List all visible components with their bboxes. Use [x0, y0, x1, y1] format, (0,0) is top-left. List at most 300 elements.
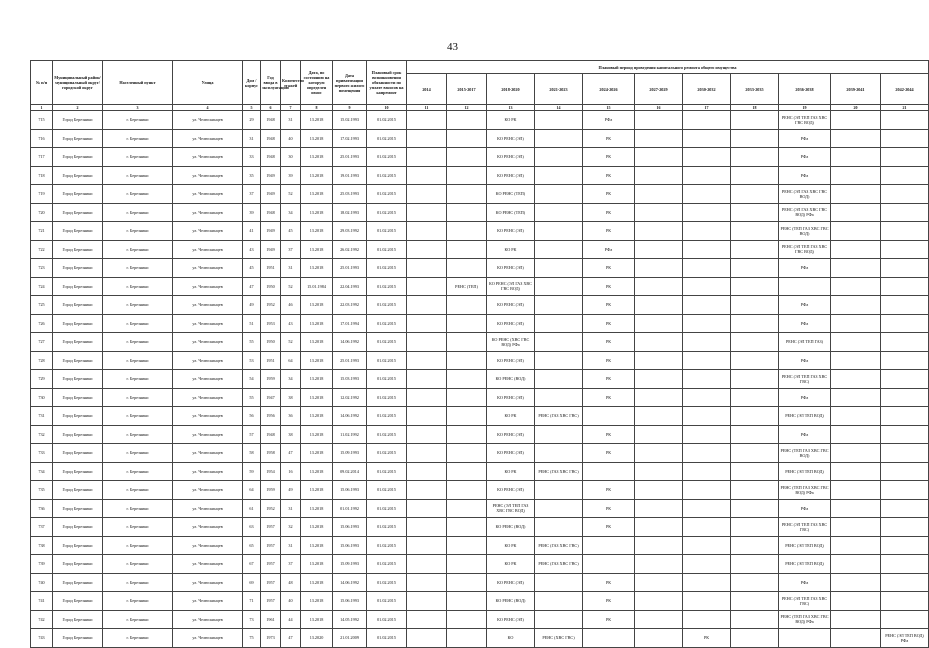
cell-period	[535, 425, 583, 444]
cell-period	[731, 592, 779, 611]
cell-street: ул. Челюскинцев	[173, 536, 243, 555]
cell-period: РЕНС (ЭЛ ТЕП ГАЗ ХВС ГВС)	[779, 592, 831, 611]
cell-year: 1957	[261, 536, 281, 555]
cell-payment-deadline: 01.02.2015	[367, 351, 407, 370]
cell-municipality: Город Березники	[53, 573, 103, 592]
cell-period: КО РК	[487, 111, 535, 130]
cell-house: 55	[243, 333, 261, 352]
cell-privatization-date: 22.04.1993	[333, 277, 367, 296]
cell-payment-deadline: 01.02.2015	[367, 481, 407, 500]
cell-period	[683, 240, 731, 259]
cell-period: РЕНС (ТЕП ГАЗ ХВС ГВС ВОД) РФа	[779, 481, 831, 500]
cell-period	[683, 277, 731, 296]
cell-period	[407, 129, 447, 148]
cell-period	[407, 629, 447, 648]
cell-period	[731, 629, 779, 648]
cell-period	[683, 314, 731, 333]
cell-period: КО РЕНС (ЭЛ)	[487, 259, 535, 278]
cell-municipality: Город Березники	[53, 333, 103, 352]
cell-privatization-date: 17.01.1994	[333, 314, 367, 333]
cell-settlement: г. Березники	[103, 462, 173, 481]
cell-privatization-date: 15.06.1993	[333, 518, 367, 537]
cell-period	[635, 222, 683, 241]
col-street-header: Улица	[173, 61, 243, 105]
cell-state-date: 13.2018	[301, 407, 333, 426]
cell-row-number: 743	[31, 629, 53, 648]
cell-period: РЕНС (ЭЛ ГАЗ ХВС ГВС ВОД)	[779, 185, 831, 204]
cell-row-number: 722	[31, 240, 53, 259]
column-number: 14	[535, 105, 583, 111]
cell-street: ул. Челюскинцев	[173, 573, 243, 592]
cell-floors: 30	[281, 148, 301, 167]
cell-house: 39	[243, 203, 261, 222]
cell-period	[831, 536, 881, 555]
cell-period: КО РЕНС (ЭЛ)	[487, 481, 535, 500]
cell-period	[447, 240, 487, 259]
cell-period	[683, 259, 731, 278]
cell-period: РФа	[779, 259, 831, 278]
cell-settlement: г. Березники	[103, 592, 173, 611]
cell-street: ул. Челюскинцев	[173, 425, 243, 444]
period-header: 2027-2029	[635, 74, 683, 105]
cell-privatization-date: 15.09.1993	[333, 444, 367, 463]
cell-period	[635, 518, 683, 537]
table-row	[31, 185, 929, 204]
cell-house: 37	[243, 185, 261, 204]
cell-period	[535, 148, 583, 167]
cell-payment-deadline: 01.02.2015	[367, 444, 407, 463]
cell-period	[407, 462, 447, 481]
cell-period	[831, 592, 881, 611]
repair-schedule-table	[30, 60, 929, 648]
cell-row-number: 738	[31, 536, 53, 555]
cell-state-date: 13.2018	[301, 536, 333, 555]
cell-period	[535, 185, 583, 204]
cell-floors: 34	[281, 370, 301, 389]
cell-municipality: Город Березники	[53, 536, 103, 555]
cell-period	[635, 277, 683, 296]
cell-period	[635, 481, 683, 500]
cell-period: РК	[583, 203, 635, 222]
table-row	[31, 240, 929, 259]
cell-period	[635, 111, 683, 130]
cell-privatization-date: 12.02.1992	[333, 388, 367, 407]
cell-period	[447, 314, 487, 333]
cell-period	[635, 314, 683, 333]
cell-house: 58	[243, 444, 261, 463]
cell-year: 1952	[261, 499, 281, 518]
cell-period: РФа	[779, 573, 831, 592]
cell-municipality: Город Березники	[53, 481, 103, 500]
cell-floors: 40	[281, 592, 301, 611]
cell-period	[535, 573, 583, 592]
cell-period	[535, 222, 583, 241]
cell-period	[831, 499, 881, 518]
column-number: 16	[635, 105, 683, 111]
cell-period	[535, 610, 583, 629]
cell-settlement: г. Березники	[103, 444, 173, 463]
cell-period	[447, 166, 487, 185]
cell-period	[447, 333, 487, 352]
cell-settlement: г. Березники	[103, 314, 173, 333]
cell-state-date: 13.2018	[301, 481, 333, 500]
cell-period	[407, 222, 447, 241]
cell-municipality: Город Березники	[53, 518, 103, 537]
cell-period	[731, 425, 779, 444]
cell-period	[731, 462, 779, 481]
cell-payment-deadline: 01.02.2015	[367, 296, 407, 315]
cell-period: КО РЕНС (ЭЛ)	[487, 573, 535, 592]
cell-settlement: г. Березники	[103, 407, 173, 426]
cell-row-number: 734	[31, 462, 53, 481]
cell-period	[447, 185, 487, 204]
cell-street: ул. Челюскинцев	[173, 296, 243, 315]
cell-settlement: г. Березники	[103, 425, 173, 444]
cell-period	[635, 166, 683, 185]
cell-municipality: Город Березники	[53, 462, 103, 481]
cell-year: 1957	[261, 592, 281, 611]
column-number: 8	[301, 105, 333, 111]
cell-floors: 44	[281, 610, 301, 629]
col-year-header: Год ввода в эксплуатацию	[261, 61, 281, 105]
cell-period	[731, 111, 779, 130]
cell-state-date: 13.2018	[301, 222, 333, 241]
cell-period: РЕНС (ГАЗ ХВС ГВС)	[535, 462, 583, 481]
column-number: 21	[881, 105, 929, 111]
cell-period: РК	[583, 592, 635, 611]
cell-period	[535, 203, 583, 222]
cell-year: 1973	[261, 629, 281, 648]
cell-period: КО РЕНС (ЭЛ)	[487, 388, 535, 407]
cell-street: ул. Челюскинцев	[173, 240, 243, 259]
cell-period	[535, 370, 583, 389]
cell-period	[407, 407, 447, 426]
cell-street: ул. Челюскинцев	[173, 222, 243, 241]
cell-floors: 47	[281, 444, 301, 463]
cell-period	[831, 277, 881, 296]
cell-period	[535, 166, 583, 185]
cell-period	[831, 203, 881, 222]
period-header: 2033-2035	[731, 74, 779, 105]
cell-payment-deadline: 01.02.2015	[367, 518, 407, 537]
cell-house: 69	[243, 573, 261, 592]
cell-privatization-date: 19.01.1993	[333, 166, 367, 185]
cell-period	[683, 462, 731, 481]
cell-row-number: 730	[31, 388, 53, 407]
cell-period	[407, 203, 447, 222]
col-floors-header: Количество этажей	[281, 61, 301, 105]
period-header: 2014	[407, 74, 447, 105]
cell-house: 56	[243, 407, 261, 426]
cell-period: РК	[583, 296, 635, 315]
cell-payment-deadline: 01.02.2015	[367, 407, 407, 426]
cell-year: 1957	[261, 573, 281, 592]
cell-period	[881, 259, 929, 278]
cell-settlement: г. Березники	[103, 277, 173, 296]
cell-settlement: г. Березники	[103, 185, 173, 204]
cell-municipality: Город Березники	[53, 388, 103, 407]
cell-municipality: Город Березники	[53, 222, 103, 241]
cell-payment-deadline: 01.02.2015	[367, 203, 407, 222]
cell-period	[447, 481, 487, 500]
period-header: 2039-2041	[831, 74, 881, 105]
cell-state-date: 13.2018	[301, 111, 333, 130]
cell-state-date: 13.2018	[301, 388, 333, 407]
cell-period	[831, 148, 881, 167]
cell-row-number: 728	[31, 351, 53, 370]
cell-period	[731, 203, 779, 222]
cell-period	[407, 499, 447, 518]
cell-state-date: 13.2018	[301, 555, 333, 574]
cell-period	[535, 129, 583, 148]
periods-title-header: Плановый период проведения капитального ремонта общего имущества	[407, 61, 929, 74]
cell-period: РК	[583, 370, 635, 389]
cell-period	[881, 185, 929, 204]
cell-period	[831, 610, 881, 629]
cell-settlement: г. Березники	[103, 148, 173, 167]
cell-period	[407, 592, 447, 611]
column-number: 12	[447, 105, 487, 111]
cell-period	[731, 610, 779, 629]
cell-floors: 31	[281, 536, 301, 555]
cell-period	[447, 129, 487, 148]
cell-period	[831, 481, 881, 500]
cell-period	[881, 499, 929, 518]
cell-period	[683, 592, 731, 611]
cell-period: РК	[583, 425, 635, 444]
cell-period	[447, 296, 487, 315]
cell-period	[683, 444, 731, 463]
cell-row-number: 732	[31, 425, 53, 444]
cell-privatization-date: 15.06.1993	[333, 592, 367, 611]
cell-period: РК	[583, 351, 635, 370]
table-row	[31, 444, 929, 463]
cell-municipality: Город Березники	[53, 296, 103, 315]
cell-floors: 49	[281, 481, 301, 500]
cell-floors: 39	[281, 166, 301, 185]
cell-floors: 47	[281, 629, 301, 648]
period-header: 2042-2044	[881, 74, 929, 105]
cell-period	[881, 425, 929, 444]
cell-period	[535, 333, 583, 352]
cell-payment-deadline: 01.02.2015	[367, 129, 407, 148]
cell-period: КО РЕНС (ТЕП)	[487, 203, 535, 222]
cell-period	[881, 592, 929, 611]
cell-year: 1949	[261, 185, 281, 204]
cell-street: ул. Челюскинцев	[173, 407, 243, 426]
cell-payment-deadline: 01.02.2015	[367, 499, 407, 518]
cell-period	[683, 518, 731, 537]
cell-period	[535, 240, 583, 259]
cell-row-number: 723	[31, 259, 53, 278]
cell-row-number: 719	[31, 185, 53, 204]
cell-period	[731, 555, 779, 574]
cell-settlement: г. Березники	[103, 259, 173, 278]
cell-municipality: Город Березники	[53, 425, 103, 444]
cell-period	[731, 481, 779, 500]
cell-period	[635, 129, 683, 148]
cell-floors: 31	[281, 499, 301, 518]
cell-period	[447, 259, 487, 278]
cell-period: КО РЕНС (ЭЛ)	[487, 296, 535, 315]
cell-period	[535, 259, 583, 278]
cell-municipality: Город Березники	[53, 185, 103, 204]
cell-year: 1948	[261, 425, 281, 444]
col-deadline-header: Плановый срок возникновения обязанности по уплате взносов на капремонт	[367, 61, 407, 105]
cell-period	[635, 444, 683, 463]
cell-privatization-date: 14.06.1992	[333, 407, 367, 426]
cell-privatization-date: 22.03.1992	[333, 296, 367, 315]
cell-period: КО РЕНС (ЭЛ)	[487, 314, 535, 333]
cell-period	[535, 351, 583, 370]
cell-period	[831, 444, 881, 463]
cell-state-date: 13.2018	[301, 240, 333, 259]
cell-floors: 52	[281, 185, 301, 204]
cell-period	[683, 351, 731, 370]
cell-privatization-date: 18.02.1993	[333, 203, 367, 222]
cell-municipality: Город Березники	[53, 629, 103, 648]
cell-period	[731, 333, 779, 352]
cell-period: КО РЕНС (ВОД)	[487, 370, 535, 389]
cell-period: РК	[583, 222, 635, 241]
cell-street: ул. Челюскинцев	[173, 333, 243, 352]
cell-settlement: г. Березники	[103, 536, 173, 555]
cell-settlement: г. Березники	[103, 629, 173, 648]
cell-period	[635, 610, 683, 629]
cell-house: 51	[243, 314, 261, 333]
cell-street: ул. Челюскинцев	[173, 111, 243, 130]
cell-payment-deadline: 01.02.2015	[367, 240, 407, 259]
cell-period: РК	[583, 388, 635, 407]
cell-period: РЕНС (ЭЛ ТЕП ГАЗ)	[779, 333, 831, 352]
cell-period	[881, 573, 929, 592]
column-number: 10	[367, 105, 407, 111]
cell-payment-deadline: 01.02.2015	[367, 370, 407, 389]
cell-period	[407, 296, 447, 315]
cell-period	[683, 499, 731, 518]
cell-period	[831, 111, 881, 130]
col-num-header: № п/п	[31, 61, 53, 105]
cell-period: РК	[583, 610, 635, 629]
cell-period	[683, 333, 731, 352]
cell-floors: 16	[281, 462, 301, 481]
cell-floors: 40	[281, 129, 301, 148]
cell-period	[731, 499, 779, 518]
cell-house: 41	[243, 222, 261, 241]
cell-period: РЕНС (ЭЛ ТЕП ВОД)	[779, 536, 831, 555]
cell-period	[881, 148, 929, 167]
cell-floors: 32	[281, 518, 301, 537]
cell-period	[831, 370, 881, 389]
column-number: 6	[261, 105, 281, 111]
cell-period	[583, 555, 635, 574]
cell-state-date: 13.2018	[301, 462, 333, 481]
cell-row-number: 739	[31, 555, 53, 574]
cell-period	[831, 629, 881, 648]
cell-row-number: 725	[31, 296, 53, 315]
cell-house: 64	[243, 481, 261, 500]
cell-state-date: 13.2018	[301, 518, 333, 537]
cell-period	[535, 111, 583, 130]
cell-period	[407, 166, 447, 185]
cell-period	[407, 351, 447, 370]
cell-period: РЕНС (ТЕП ГАЗ ХВС ГВС ВОД)	[779, 444, 831, 463]
cell-period	[407, 333, 447, 352]
period-header: 2015-2017	[447, 74, 487, 105]
cell-year: 1948	[261, 129, 281, 148]
table-row	[31, 333, 929, 352]
cell-period	[831, 425, 881, 444]
cell-period	[635, 185, 683, 204]
cell-period: РЕНС (ЭЛ ТЕП ВОД)	[779, 462, 831, 481]
cell-period	[731, 444, 779, 463]
cell-municipality: Город Березники	[53, 314, 103, 333]
cell-period: РФа	[779, 388, 831, 407]
cell-period: РК	[583, 444, 635, 463]
table-row	[31, 351, 929, 370]
cell-payment-deadline: 01.02.2015	[367, 333, 407, 352]
cell-year: 1956	[261, 407, 281, 426]
cell-period	[407, 610, 447, 629]
cell-house: 61	[243, 499, 261, 518]
cell-row-number: 741	[31, 592, 53, 611]
cell-period: РК	[583, 481, 635, 500]
cell-period: КО РЕНС (ВОД)	[487, 518, 535, 537]
cell-street: ул. Челюскинцев	[173, 518, 243, 537]
cell-state-date: 13.2018	[301, 425, 333, 444]
cell-state-date: 13.2018	[301, 314, 333, 333]
cell-payment-deadline: 01.02.2015	[367, 629, 407, 648]
cell-year: 1961	[261, 610, 281, 629]
cell-period: РФа	[583, 240, 635, 259]
cell-period	[447, 203, 487, 222]
cell-period: РЕНС (ЭЛ ТЕП ВОД) РФа	[881, 629, 929, 648]
cell-payment-deadline: 01.02.2015	[367, 148, 407, 167]
cell-settlement: г. Березники	[103, 555, 173, 574]
cell-period	[683, 111, 731, 130]
cell-street: ул. Челюскинцев	[173, 592, 243, 611]
cell-year: 1957	[261, 555, 281, 574]
cell-municipality: Город Березники	[53, 499, 103, 518]
cell-settlement: г. Березники	[103, 166, 173, 185]
cell-period	[731, 314, 779, 333]
cell-period	[407, 259, 447, 278]
cell-floors: 38	[281, 425, 301, 444]
cell-period: КО РЕНС (ХВС ГВС ВОД) РФа	[487, 333, 535, 352]
cell-privatization-date: 25.01.1993	[333, 259, 367, 278]
cell-floors: 48	[281, 573, 301, 592]
cell-state-date: 13.2018	[301, 444, 333, 463]
cell-house: 55	[243, 388, 261, 407]
cell-municipality: Город Березники	[53, 555, 103, 574]
cell-payment-deadline: 01.02.2015	[367, 111, 407, 130]
column-number: 20	[831, 105, 881, 111]
cell-street: ул. Челюскинцев	[173, 610, 243, 629]
cell-period	[683, 536, 731, 555]
cell-period: РК	[583, 166, 635, 185]
cell-floors: 43	[281, 314, 301, 333]
table-row	[31, 222, 929, 241]
cell-street: ул. Челюскинцев	[173, 370, 243, 389]
cell-period	[683, 555, 731, 574]
cell-period	[731, 573, 779, 592]
cell-payment-deadline: 01.02.2015	[367, 573, 407, 592]
table-row	[31, 314, 929, 333]
cell-municipality: Город Березники	[53, 370, 103, 389]
cell-privatization-date: 14.05.1992	[333, 610, 367, 629]
cell-period: КО РЕНС (ЭЛ)	[487, 222, 535, 241]
cell-period: РК	[683, 629, 731, 648]
